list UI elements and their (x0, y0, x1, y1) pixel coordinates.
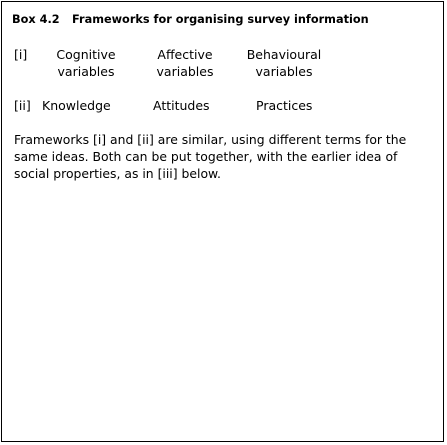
section-i-item-1-line1: Cognitive (56, 47, 116, 62)
section-i-item-1-line2: variables (57, 64, 115, 79)
box-title: Frameworks for organising survey information (72, 13, 369, 26)
section-i-item-2-line2: variables (156, 64, 214, 79)
section-ii-item-practices: Practices (256, 98, 313, 113)
paragraph-line-1: Frameworks [i] and [ii] are similar, using different terms for the (14, 132, 407, 147)
section-ii-item-attitudes: Attitudes (153, 98, 210, 113)
section-i-item-2-line1: Affective (157, 47, 213, 62)
section-i-item-3-line2: variables (255, 64, 313, 79)
section-i-item-3-line1: Behavioural (246, 47, 322, 62)
paragraph-line-3: social properties, as in [iii] below. (14, 166, 221, 181)
section-ii-item-knowledge: Knowledge (42, 98, 111, 113)
section-i-marker: [i] (14, 47, 28, 62)
box-number: Box 4.2 (12, 13, 60, 26)
framework-box (1, 1, 444, 442)
paragraph-line-2: same ideas. Both can be put together, with the earlier idea of (14, 149, 398, 164)
section-ii-marker: [ii] (14, 98, 31, 113)
